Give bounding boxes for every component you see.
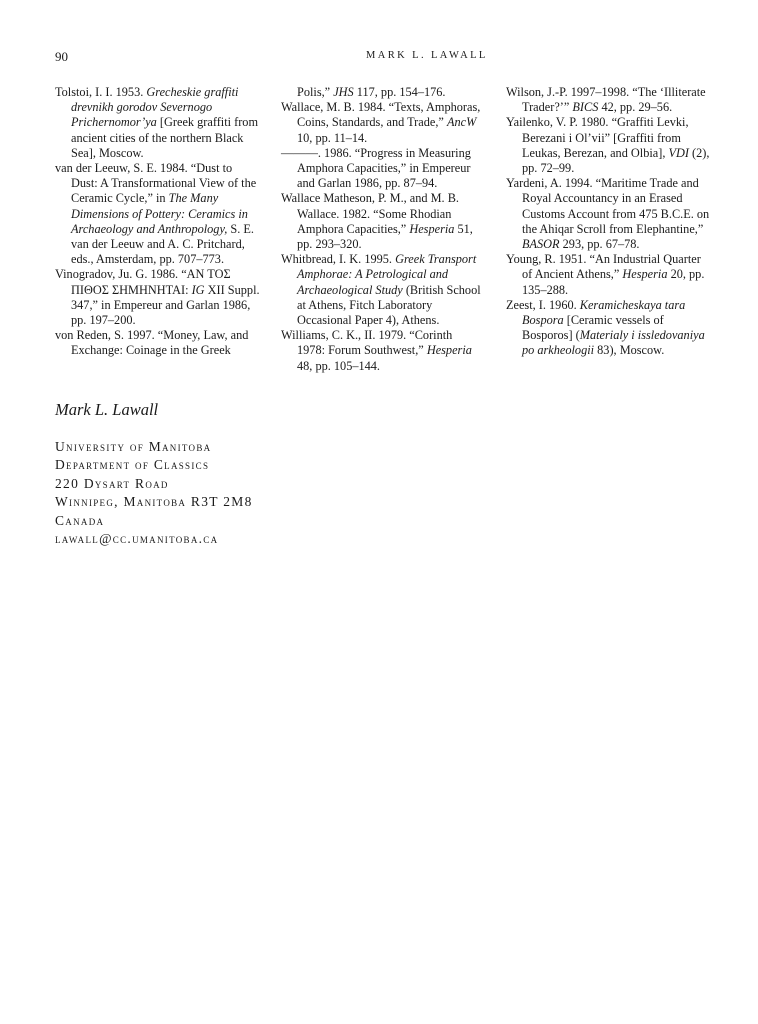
affiliation-university: University of Manitoba [55,439,212,454]
reference-entry [281,252,481,328]
affiliation-country: Canada [55,512,105,528]
author-name: Mark L. Lawall [55,400,159,419]
reference-entry [506,115,711,176]
reference-title: Materialy i issledovaniya po arkheologii [522,328,705,358]
reference-text: Zeest, I. 1960. [506,297,580,312]
author-email[interactable]: lawall@cc.umanitoba.ca [55,531,219,547]
reference-title: Greek Transport Amphorae: A Petrological and Archaeological Study [297,252,477,297]
reference-title: Keramicheskaya tara Bospora [522,297,686,328]
reference-text: (British School at Athens, Fitch Laboratory Occasional Paper 4), Athens. [297,282,481,328]
reference-text: (2), pp. 72–99. [522,145,710,176]
reference-title: The Many Dimensions of Pottery: Ceramics in Archaeology and Anthropology, [71,191,248,236]
reference-text: Yardeni, A. 1994. “Maritime Trade and Royal Accountancy in an Erased Customs Account from 475 B.C.E. on the Ahiqar Scroll from Elephantine,” [506,176,710,236]
reference-text: 117, pp. 154–176. [353,85,446,99]
reference-entry [506,298,711,359]
reference-text: 51, pp. 293–320. [297,221,473,252]
reference-title: Hesperia [409,221,455,236]
reference-title: BASOR [522,237,560,252]
reference-entry [281,328,481,374]
references-column-1 [55,85,260,359]
reference-text: S. E. van der Leeuw and A. C. Pritchard, eds., Amsterdam, pp. 707–773. [71,221,254,267]
reference-text: 83), Moscow. [594,343,665,358]
reference-entry [55,85,260,161]
reference-title: IG [191,282,205,297]
reference-text: ———. 1986. “Progress in Measuring Amphora Capacities,” in Empereur and Garlan 1986, pp. 87–94. [281,145,471,191]
reference-title: Hesperia [622,267,668,282]
reference-text: Wallace Matheson, P. M., and M. B. Wallace. 1982. “Some Rhodian Amphora Capacities,” [281,191,459,236]
reference-text: Vinogradov, Ju. G. 1986. “ΑΝ ΤΟΣ ΠΙΘΟΣ ΣΗΜΗΝΗΤΑΙ: [55,267,231,297]
reference-text: Wilson, J.-P. 1997–1998. “The ‘Illiterate Trader?’” [506,85,706,115]
references-column-3 [506,85,711,359]
reference-entry [55,161,260,267]
reference-text: von Reden, S. 1997. “Money, Law, and Exchange: Coinage in the Greek [55,328,249,358]
reference-text: Wallace, M. B. 1984. “Texts, Amphoras, Coins, Standards, and Trade,” [281,100,481,130]
reference-text: van der Leeuw, S. E. 1984. “Dust to Dust: A Transformational View of the Ceramic Cycle,” in [55,161,257,206]
reference-title: JHS [333,85,354,99]
reference-text: 42, pp. 29–56. [598,100,673,115]
reference-title: Grecheskie graffiti drevnikh gorodov Severnogo Prichernomor’ya [71,85,239,130]
reference-entry [281,191,481,252]
reference-entry [506,252,711,298]
reference-text: XII Suppl. 347,” in Empereur and Garlan 1986, pp. 197–200. [71,282,260,328]
reference-text: [Greek graffiti from ancient cities of the northern Black Sea], Moscow. [71,115,259,160]
reference-text: Williams, C. K., II. 1979. “Corinth 1978: Forum Southwest,” [281,328,453,358]
reference-title: VDI [668,145,689,160]
reference-text: Young, R. 1951. “An Industrial Quarter of Ancient Athens,” [506,252,701,282]
page-number: 90 [55,49,68,64]
affiliation-city: Winnipeg, Manitoba R3T 2M8 [55,494,253,510]
reference-entry [281,146,481,192]
reference-entry [55,267,260,328]
affiliation-department: Department of Classics [55,457,210,473]
reference-entry [281,100,481,146]
running-head: MARK L. LAWALL [366,50,488,61]
reference-entry [506,85,711,115]
reference-text: 20, pp. 135–288. [522,267,705,297]
affiliation-street: 220 Dysart Road [55,475,169,491]
reference-title: AncW [446,115,477,130]
reference-entry [55,328,260,358]
reference-text: 10, pp. 11–14. [297,130,368,145]
reference-text: Yailenko, V. P. 1980. “Graffiti Levki, Berezani i Ol’vii” [Graffiti from Leukas, Berezan, and Olbia], [506,115,689,160]
reference-entry [506,176,711,252]
reference-text: 48, pp. 105–144. [297,358,381,373]
reference-text: [Ceramic vessels of Bosporos] ( [522,313,664,343]
references-column-2 [281,85,481,374]
reference-text: Tolstoi, I. I. 1953. [55,85,147,99]
reference-text: Polis,” [297,85,334,99]
reference-title: BICS [572,100,599,115]
reference-text: 293, pp. 67–78. [559,237,640,252]
reference-title: Hesperia [426,343,472,358]
reference-text: Whitbread, I. K. 1995. [281,252,396,267]
reference-entry [281,85,481,100]
author-affiliation [55,438,253,548]
